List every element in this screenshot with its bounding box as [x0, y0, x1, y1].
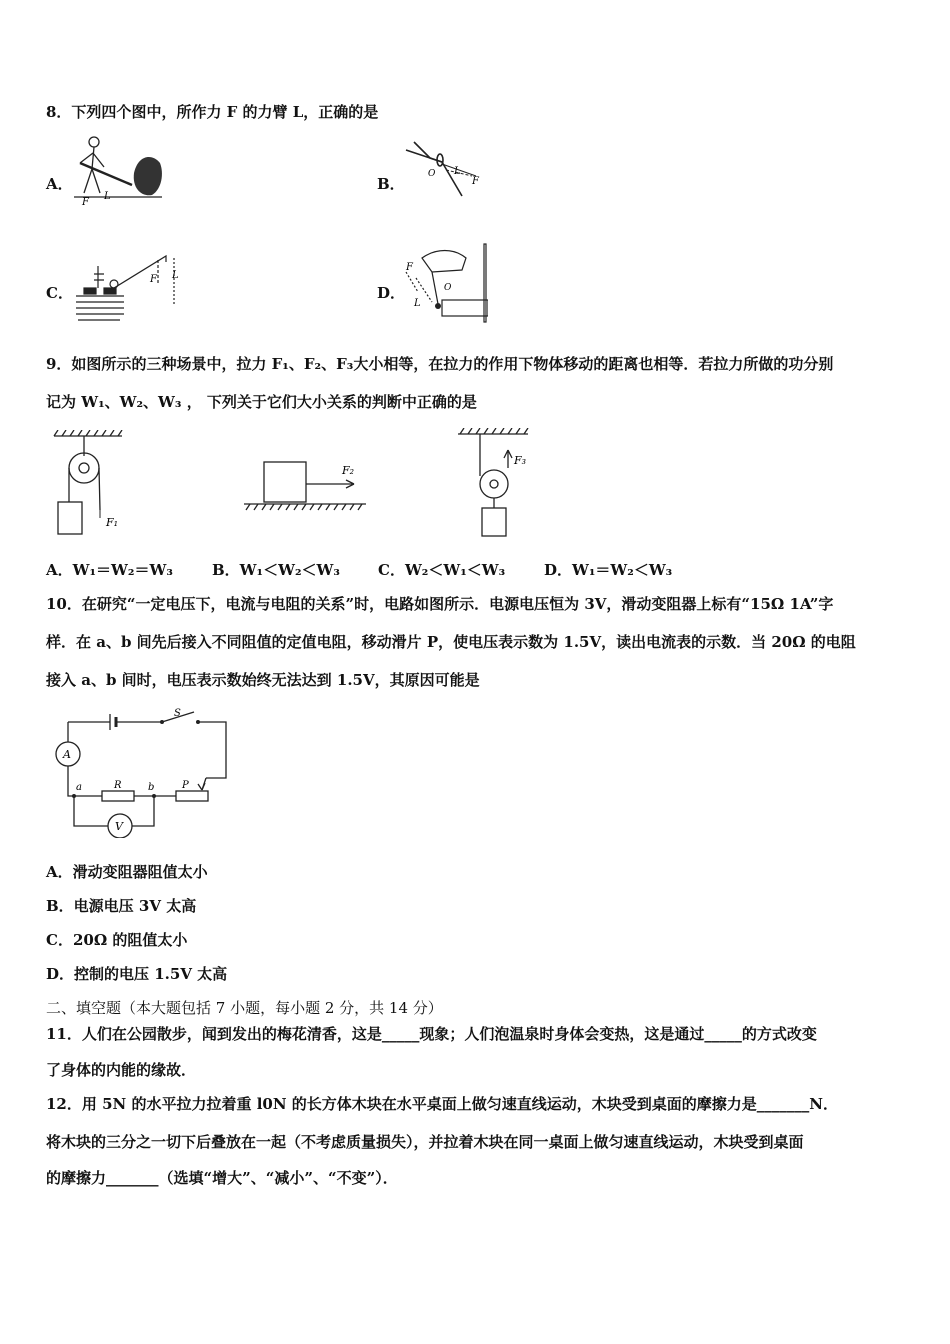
q9-figure-3 — [456, 428, 536, 540]
q8-figure-c — [74, 244, 182, 324]
q10-stem-line3: 接入 a、b 间时，电压表示数始终无法达到 1.5V，其原因可能是 — [46, 671, 480, 689]
q10-a-label: a — [76, 782, 82, 793]
q9-f3-label: F₃ — [514, 454, 527, 467]
q9-option-c: C．W₂＜W₁＜W₃ — [378, 561, 506, 579]
q10-b-label: b — [148, 782, 155, 793]
section2-title: 二、填空题（本大题包括 7 小题，每小题 2 分，共 14 分） — [46, 999, 443, 1017]
q8c-f-label: F — [150, 274, 157, 285]
q9-figure-2 — [240, 454, 370, 514]
q9-option-d: D．W₁＝W₂＜W₃ — [544, 561, 673, 579]
q9-option-a: A．W₁＝W₂＝W₃ — [46, 561, 173, 579]
q8d-o-label: O — [444, 283, 452, 293]
ammeter-label: A — [63, 748, 71, 761]
q8-stem: 8．下列四个图中，所作力 F 的力臂 L，正确的是 — [46, 103, 379, 121]
q8b-f-label: F — [472, 176, 479, 187]
q8-option-a-label: A． — [46, 175, 73, 193]
q10-p-label: P — [182, 780, 189, 791]
voltmeter-label: V — [115, 820, 123, 833]
q10-s-label: S — [174, 708, 181, 719]
q8b-o-label: O — [428, 169, 436, 179]
q10-r-label: R — [114, 780, 122, 791]
q10-option-d: D．控制的电压 1.5V 太高 — [46, 965, 228, 983]
q10-stem-line1: 10．在研究“一定电压下，电流与电阻的关系”时，电路如图所示．电源电压恒为 3V，滑动变阻器上标有“15Ω 1A”字 — [46, 595, 834, 613]
q10-stem-line2: 样．在 a、b 间先后接入不同阻值的定值电阻，移动滑片 P，使电压表示数为 1.5V，读出电流表的示数．当 20Ω 的电阻 — [46, 633, 856, 651]
q8a-f-label: F — [82, 197, 89, 205]
q8d-l-label: L — [414, 298, 421, 309]
q9-f2-label: F₂ — [342, 464, 355, 477]
q8a-l-label: L — [104, 191, 111, 202]
q9-figure-1 — [50, 430, 130, 538]
q11-line2: 了身体的内能的缘故． — [46, 1061, 197, 1079]
q9-f1-label: F₁ — [106, 516, 119, 529]
q9-stem-line1: 9．如图所示的三种场景中，拉力 F₁、F₂、F₃大小相等，在拉力的作用下物体移动的距离也相等．若拉力所做的功分别 — [46, 355, 834, 373]
q10-option-b: B．电源电压 3V 太高 — [46, 897, 197, 915]
q9-stem-line2: 记为 W₁、W₂、W₃ ， 下列关于它们大小关系的判断中正确的是 — [46, 393, 477, 411]
q12-line3: 的摩擦力_______（选填“增大”、“减小”、“不变”）． — [46, 1169, 398, 1187]
q8-option-c-label: C． — [46, 284, 73, 302]
q8-figure-d — [402, 242, 488, 324]
q10-option-c: C．20Ω 的阻值太小 — [46, 931, 188, 949]
q12-line2: 将木块的三分之一切下后叠放在一起（不考虑质量损失），并拉着木块在同一桌面上做匀速直线运动，木块受到桌面 — [46, 1133, 804, 1151]
q8b-l-label: L — [454, 166, 461, 177]
q8c-l-label: L — [172, 270, 179, 281]
q10-circuit-figure — [50, 704, 230, 838]
q10-option-a: A．滑动变阻器阻值太小 — [46, 863, 208, 881]
q8d-f-label: F — [406, 262, 413, 273]
q8-option-d-label: D． — [377, 284, 406, 302]
q12-line1: 12．用 5N 的水平拉力拉着重 l0N 的长方体木块在水平桌面上做匀速直线运动，木块受到桌面的摩擦力是_______N． — [46, 1095, 838, 1113]
q11-line1: 11．人们在公园散步，闻到发出的梅花清香，这是_____现象；人们泡温泉时身体会变热，这是通过_____的方式改变 — [46, 1025, 817, 1043]
q8-figure-a — [72, 133, 164, 205]
q9-option-b: B．W₁＜W₂＜W₃ — [212, 561, 340, 579]
q8-figure-b — [402, 140, 484, 204]
q8-option-b-label: B． — [377, 175, 405, 193]
